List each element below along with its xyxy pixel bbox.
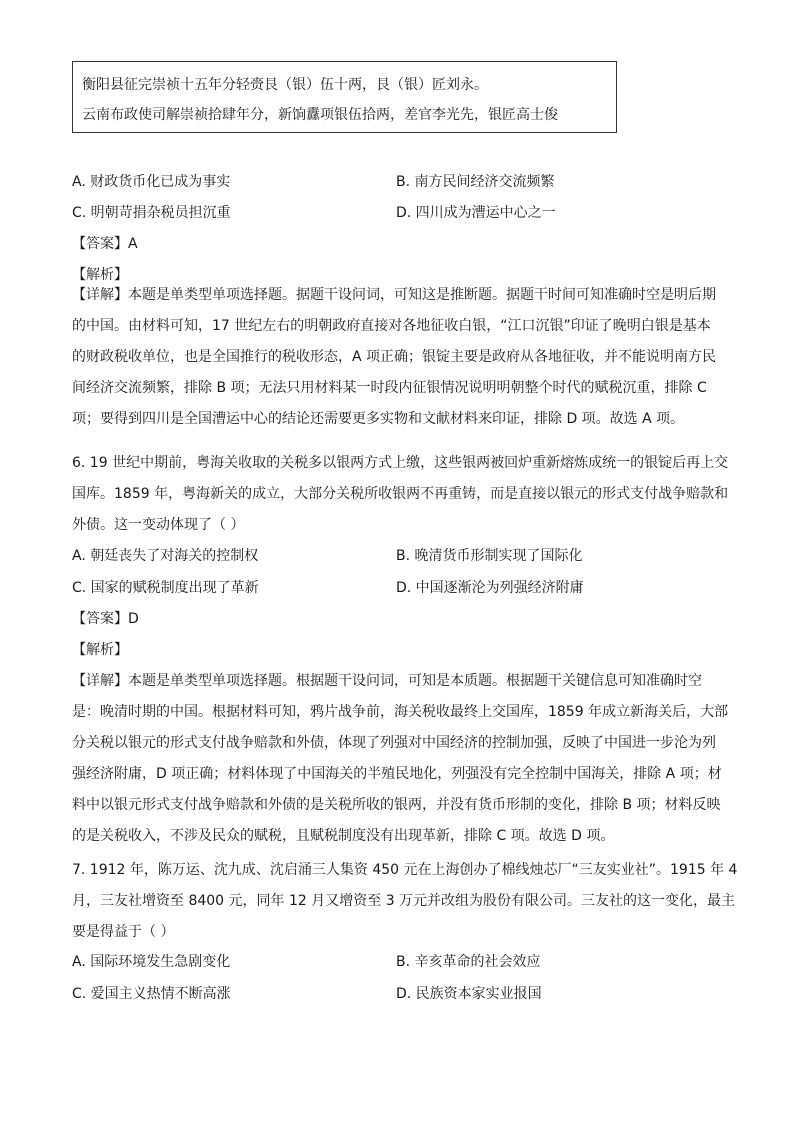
q6-option-d: D. 中国逐渐沦为列强经济附庸 <box>396 580 584 596</box>
q5-detail-line: 的财政税收单位，也是全国推行的税收形态，A 项正确；银锭主要是政府从各地征收，并不能说明南方民 <box>72 349 717 365</box>
q6-stem-line: 国库。1859 年，粤海新关的成立，大部分关税所收银两不再重铸，而是直接以银元的形式支付战争赔款和 <box>72 486 729 502</box>
q6-analysis-label: 【解析】 <box>72 642 128 658</box>
q7-stem-line: 7. 1912 年，陈万运、沈九成、沈启涌三人集资 450 元在上海创办了棉线烛芯厂“三友实业社”。1915 年 4 <box>72 862 738 878</box>
q5-detail-line: 【详解】本题是单类型单项选择题。据题干设问词，可知这是推断题。据题干时间可知准确时空是明后期 <box>72 287 716 303</box>
q5-detail-line: 的中国。由材料可知，17 世纪左右的明朝政府直接对各地征收白银，“江口沉银”印证了晚明白银是基本 <box>72 318 711 334</box>
material-line: 云南布政使司解崇祯拾肆年分，新饷纛项银伍拾两，差官李光先，银匠高士俊 <box>82 107 558 123</box>
q6-detail-line: 的是关税收入，不涉及民众的赋税，且赋税制度没有出现革新，排除 C 项。故选 D 项。 <box>72 828 615 844</box>
q7-option-a: A. 国际环境发生急剧变化 <box>72 954 231 970</box>
q5-option-a: A. 财政货币化已成为事实 <box>72 174 231 190</box>
q5-detail-line: 间经济交流频繁，排除 B 项；无法只用材料某一时段内征银情况说明明朝整个时代的赋税沉重，排除 C <box>72 380 707 396</box>
q7-option-d: D. 民族资本家实业报国 <box>396 986 542 1002</box>
q5-option-b: B. 南方民间经济交流频繁 <box>396 174 555 190</box>
q6-option-b: B. 晚清货币形制实现了国际化 <box>396 548 583 564</box>
q6-option-a: A. 朝廷丧失了对海关的控制权 <box>72 548 259 564</box>
q6-option-c: C. 国家的赋税制度出现了革新 <box>72 580 259 596</box>
q6-stem-line: 6. 19 世纪中期前，粤海关收取的关税多以银两方式上缴，这些银两被回炉重新熔炼成统一的银锭后再上交 <box>72 455 729 471</box>
q7-option-c: C. 爱国主义热情不断高涨 <box>72 986 231 1002</box>
q7-stem-line: 月，三友社增资至 8400 元，同年 12 月又增资至 3 万元并改组为股份有限公司。三友社的这一变化，最主 <box>72 893 736 909</box>
q6-detail-line: 强经济附庸，D 项正确；材料体现了中国海关的半殖民地化，列强没有完全控制中国海关，排除 A 项；材 <box>72 766 722 782</box>
q6-answer: 【答案】D <box>72 611 139 627</box>
q6-detail-line: 【详解】本题是单类型单项选择题。根据题干设问词，可知是本质题。根据题干关键信息可知准确时空 <box>72 673 702 689</box>
q7-option-b: B. 辛亥革命的社会效应 <box>396 954 541 970</box>
q5-analysis-label: 【解析】 <box>72 267 128 283</box>
q5-detail-line: 项；要得到四川是全国漕运中心的结论还需要更多实物和文献材料来印证，排除 D 项。故选 A 项。 <box>72 411 685 427</box>
q6-stem <box>72 448 729 541</box>
q6-detail-line: 是：晚清时期的中国。根据材料可知，鸦片战争前，海关税收最终上交国库，1859 年成立新海关后，大部 <box>72 704 729 720</box>
material-box <box>72 61 617 133</box>
q5-answer: 【答案】A <box>72 236 138 252</box>
q6-stem-line: 外债。这一变动体现了（ ） <box>72 517 245 533</box>
q7-stem <box>72 855 738 948</box>
q6-detail-line: 分关税以银元的形式支付战争赔款和外债，体现了列强对中国经济的控制加强，反映了中国进一步沦为列 <box>72 735 716 751</box>
q5-option-c: C. 明朝苛捐杂税员担沉重 <box>72 205 231 221</box>
q6-detail <box>72 666 729 852</box>
q6-detail-line: 料中以银元形式支付战争赔款和外债的是关税所收的银两，并没有货币形制的变化，排除 B 项；材料反映 <box>72 797 721 813</box>
q7-stem-line: 要是得益于（ ） <box>72 924 175 940</box>
q5-option-d: D. 四川成为漕运中心之一 <box>396 205 556 221</box>
material-line: 衡阳县征完崇祯十五年分轻赍艮（银）伍十两，艮（银）匠刘永。 <box>82 77 488 93</box>
q5-detail <box>72 280 722 435</box>
